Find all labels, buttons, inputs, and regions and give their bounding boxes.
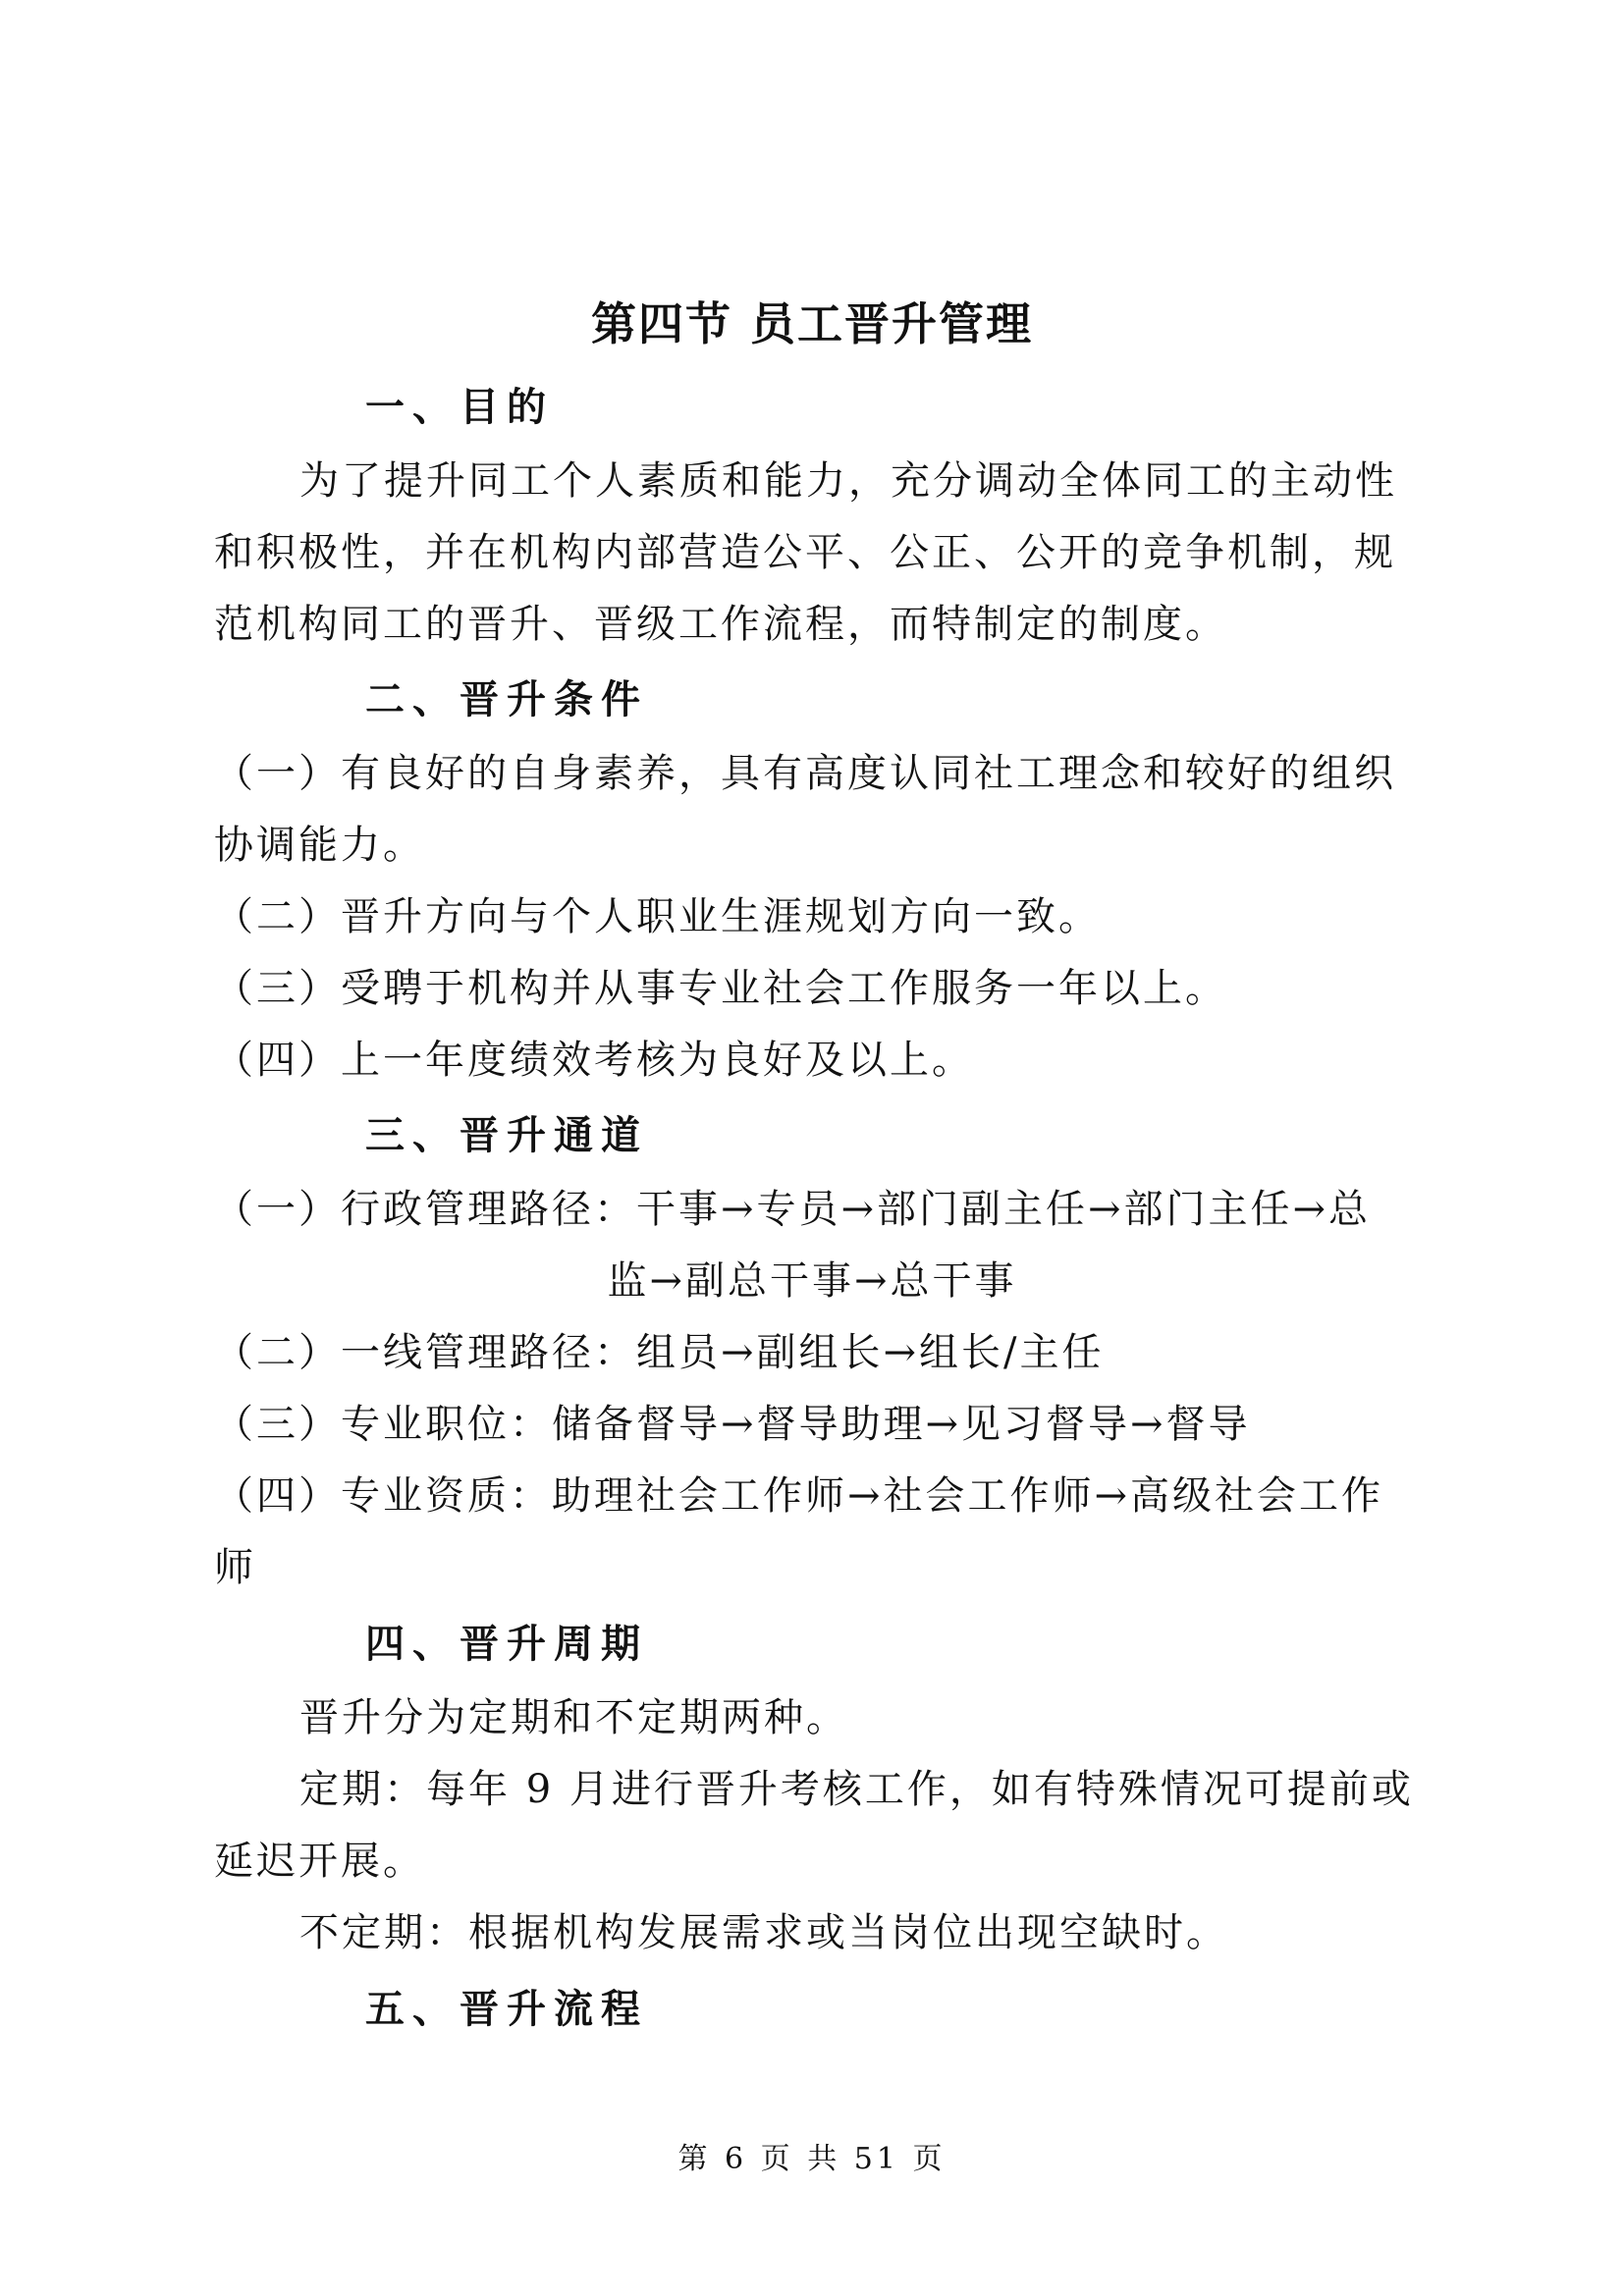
- paragraph-line: 延迟开展。: [214, 1839, 425, 1884]
- list-item: （二）一线管理路径：组员→副组长→组长/主任: [214, 1330, 1105, 1375]
- paragraph-line: 为了提升同工个人素质和能力，充分调动全体同工的主动性: [299, 458, 1397, 504]
- heading-purpose: 一、目的: [365, 385, 554, 430]
- heading-promotion-cycle: 四、晋升周期: [365, 1622, 648, 1667]
- paragraph-line: 范机构同工的晋升、晋级工作流程，而特制定的制度。: [214, 602, 1227, 647]
- page-number-footer: 第 6 页 共 51 页: [677, 2142, 947, 2176]
- list-item-continuation: 监→副总干事→总干事: [607, 1258, 1017, 1304]
- paragraph-line: 不定期：根据机构发展需求或当岗位出现空缺时。: [299, 1910, 1228, 1955]
- list-item: （一）有良好的自身素养，具有高度认同社工理念和较好的组织: [214, 751, 1396, 796]
- heading-promotion-conditions: 二、晋升条件: [365, 677, 648, 722]
- list-item: （四）专业资质：助理社会工作师→社会工作师→高级社会工作: [214, 1473, 1384, 1519]
- heading-promotion-process: 五、晋升流程: [365, 1987, 648, 2032]
- paragraph-line: 晋升分为定期和不定期两种。: [299, 1695, 848, 1740]
- list-item: （二）晋升方向与个人职业生涯规划方向一致。: [214, 894, 1101, 939]
- list-item: （三）专业职位：储备督导→督导助理→见习督导→督导: [214, 1402, 1251, 1447]
- paragraph-line: 定期：每年 9 月进行晋升考核工作，如有特殊情况可提前或: [299, 1767, 1414, 1812]
- list-item-continuation: 师: [214, 1545, 256, 1590]
- list-item: （四）上一年度绩效考核为良好及以上。: [214, 1038, 974, 1083]
- heading-promotion-channels: 三、晋升通道: [365, 1113, 648, 1158]
- section-title: 第四节 员工晋升管理: [590, 297, 1033, 350]
- list-item: （一）行政管理路径：干事→专员→部门副主任→部门主任→总: [214, 1187, 1372, 1232]
- list-item: （三）受聘于机构并从事专业社会工作服务一年以上。: [214, 966, 1227, 1011]
- list-item: 协调能力。: [214, 823, 425, 868]
- paragraph-line: 和积极性，并在机构内部营造公平、公正、公开的竞争机制，规: [214, 530, 1396, 575]
